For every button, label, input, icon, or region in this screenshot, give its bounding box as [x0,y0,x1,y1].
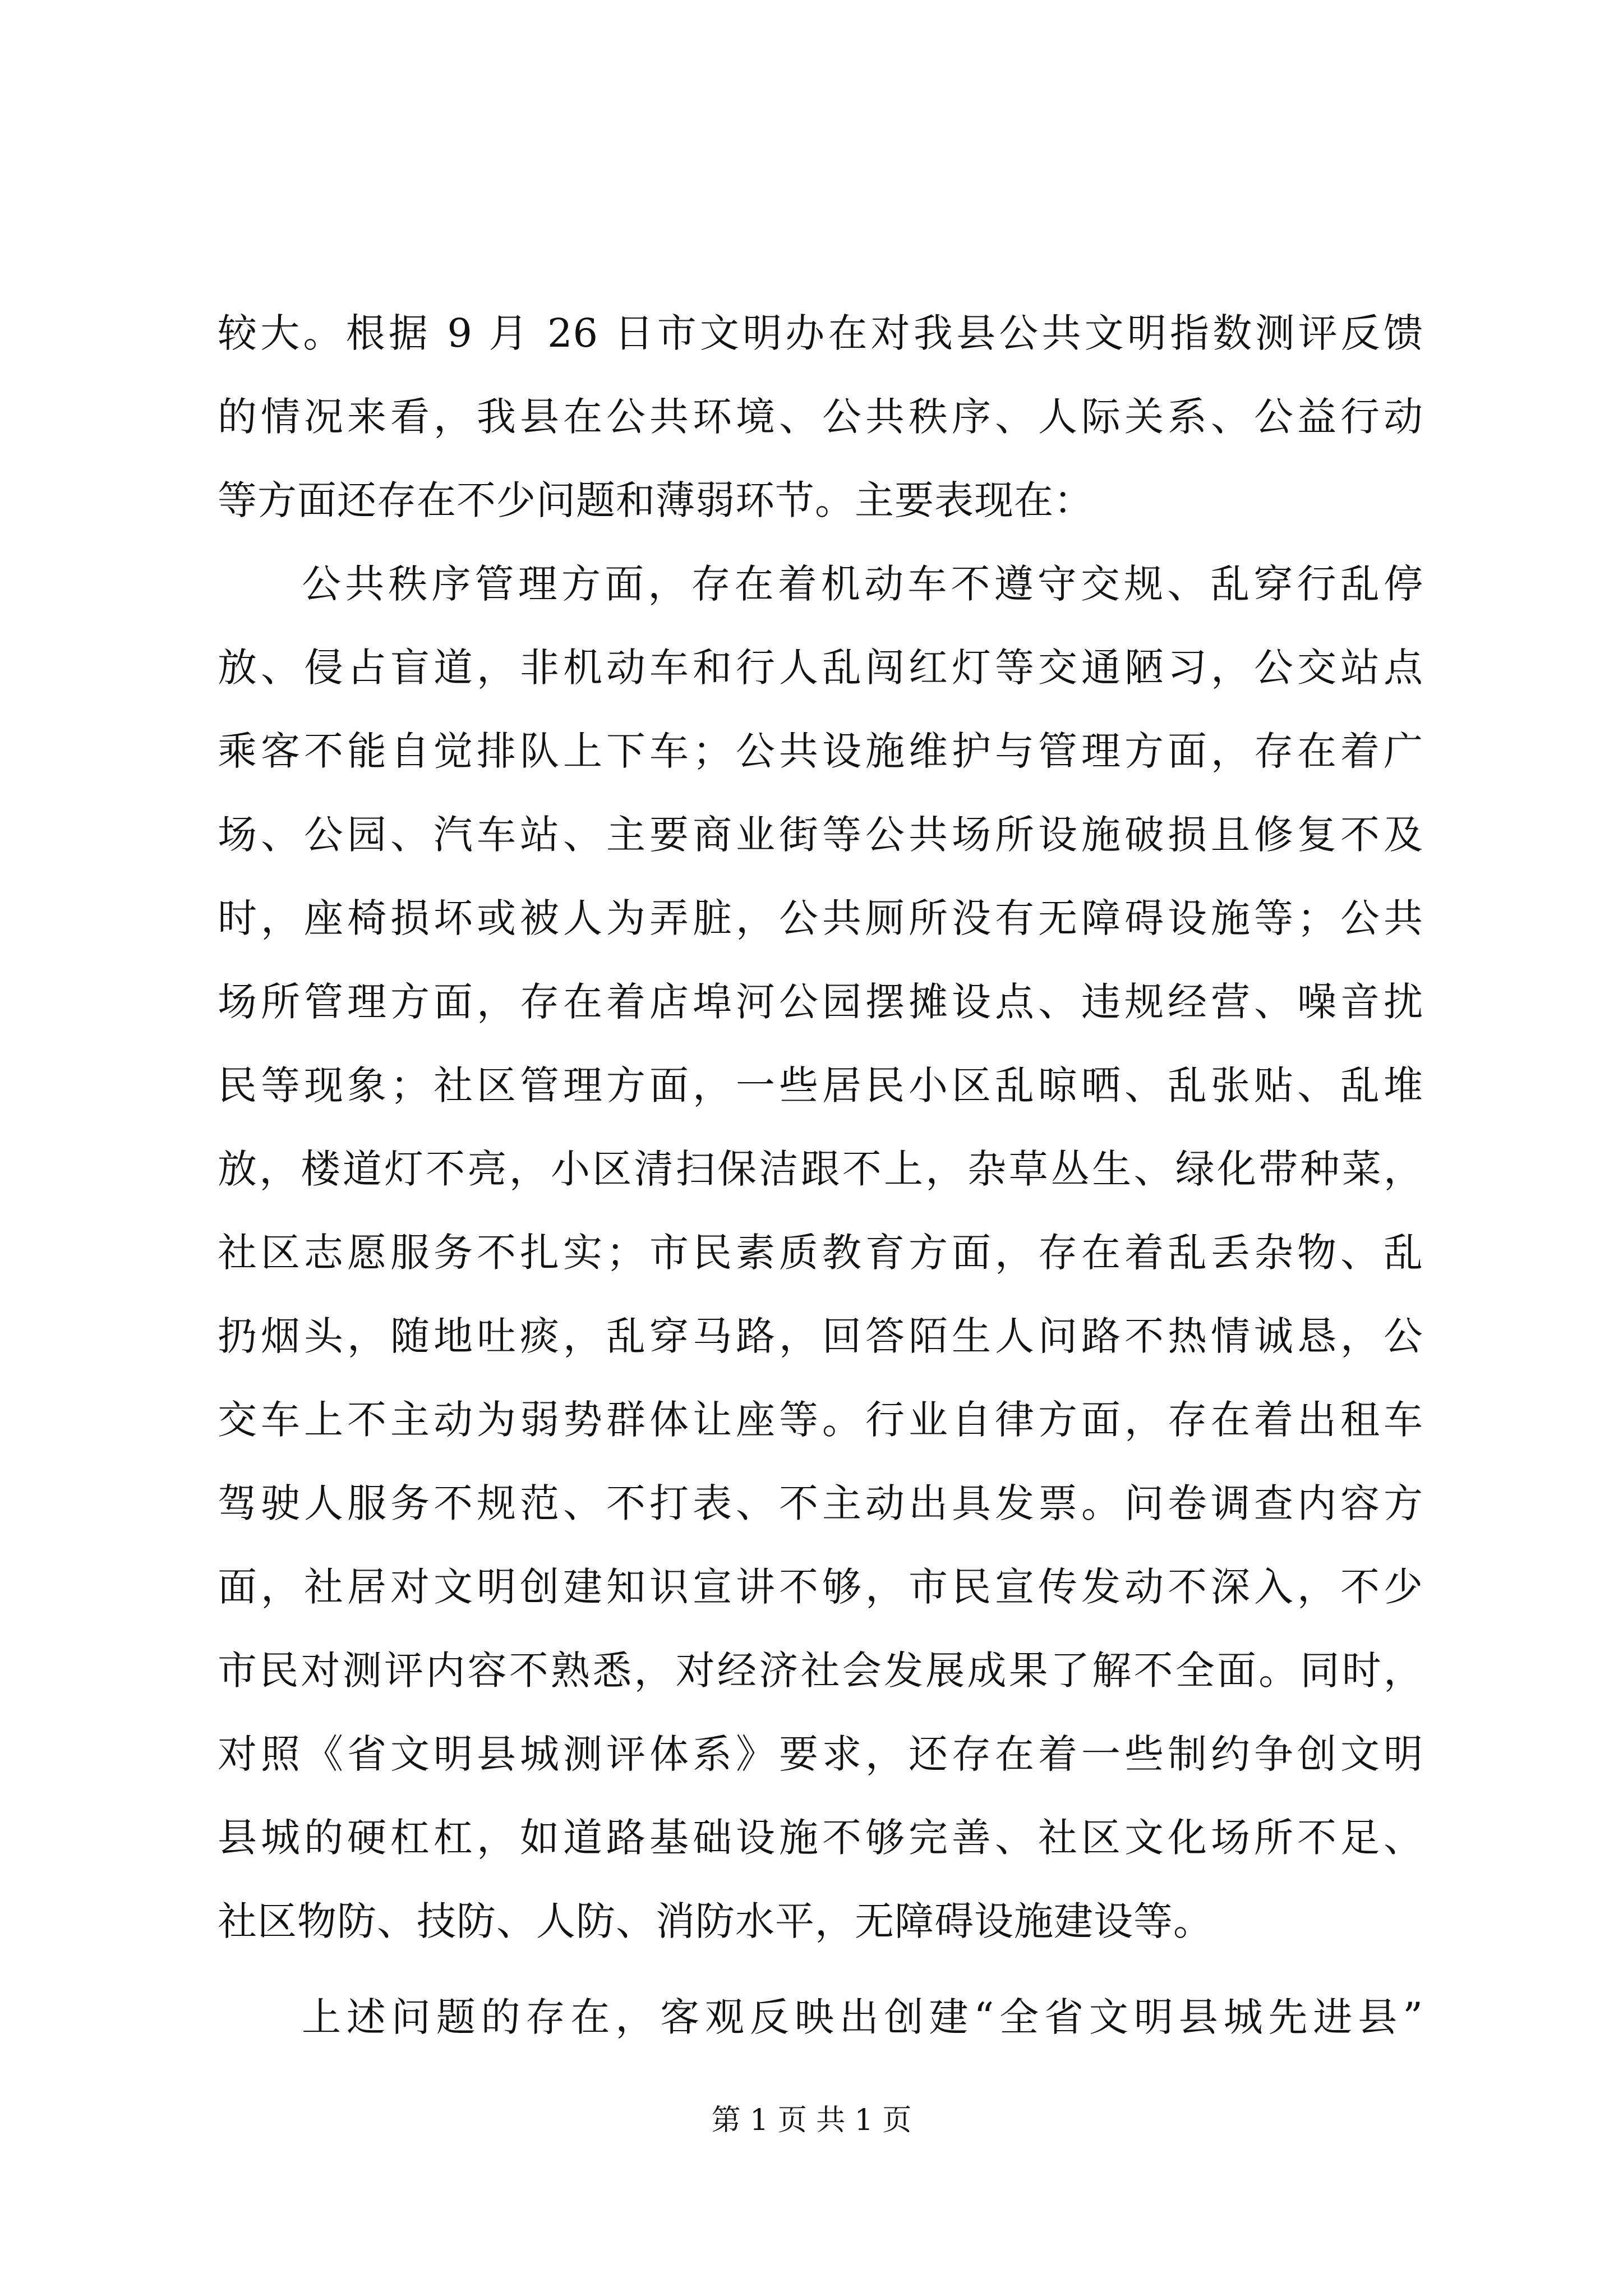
text-line: 市民对测评内容不熟悉，对经济社会发展成果了解不全面。同时， [218,1648,1423,1694]
paragraph-start-line: 上述问题的存在，客观反映出创建“全省文明县城先进县” [302,1994,1423,2040]
text-line: 的情况来看，我县在公共环境、公共秩序、人际关系、公益行动 [218,394,1423,440]
text-line: 县城的硬杠杠，如道路基础设施不够完善、社区文化场所不足、 [218,1815,1423,1861]
page-footer: 第 1 页 共 1 页 [711,2104,912,2137]
text-line: 面，社居对文明创建知识宣讲不够，市民宣传发动不深入，不少 [218,1564,1423,1610]
text-line: 等方面还存在不少问题和薄弱环节。主要表现在： [218,477,1094,523]
text-line: 时，座椅损坏或被人为弄脏，公共厕所没有无障碍设施等；公共 [218,895,1423,941]
text-line: 社区志愿服务不扎实；市民素质教育方面，存在着乱丢杂物、乱 [218,1230,1423,1276]
text-line: 对照《省文明县城测评体系》要求，还存在着一些制约争创文明 [218,1731,1423,1777]
text-line: 驾驶人服务不规范、不打表、不主动出具发票。问卷调查内容方 [218,1480,1423,1526]
text-line: 乘客不能自觉排队上下车；公共设施维护与管理方面，存在着广 [218,728,1423,774]
text-line: 交车上不主动为弱势群体让座等。行业自律方面，存在着出租车 [218,1397,1423,1443]
text-line: 社区物防、技防、人防、消防水平，无障碍设施建设等。 [218,1898,1213,1944]
paragraph-start-line: 公共秩序管理方面，存在着机动车不遵守交规、乱穿行乱停 [302,561,1423,607]
text-line: 场所管理方面，存在着店埠河公园摆摊设点、违规经营、噪音扰 [218,979,1423,1025]
text-line: 民等现象；社区管理方面，一些居民小区乱晾晒、乱张贴、乱堆 [218,1062,1423,1108]
text-line: 场、公园、汽车站、主要商业街等公共场所设施破损且修复不及 [218,812,1423,858]
document-body [218,292,1423,2059]
text-line: 较大。根据 9 月 26 日市文明办在对我县公共文明指数测评反馈 [218,310,1423,356]
text-line: 放、侵占盲道，非机动车和行人乱闯红灯等交通陋习，公交站点 [218,645,1423,691]
text-line: 放，楼道灯不亮，小区清扫保洁跟不上，杂草丛生、绿化带种菜， [218,1146,1423,1192]
text-line: 扔烟头，随地吐痰，乱穿马路，回答陌生人问路不热情诚恳，公 [218,1313,1423,1359]
